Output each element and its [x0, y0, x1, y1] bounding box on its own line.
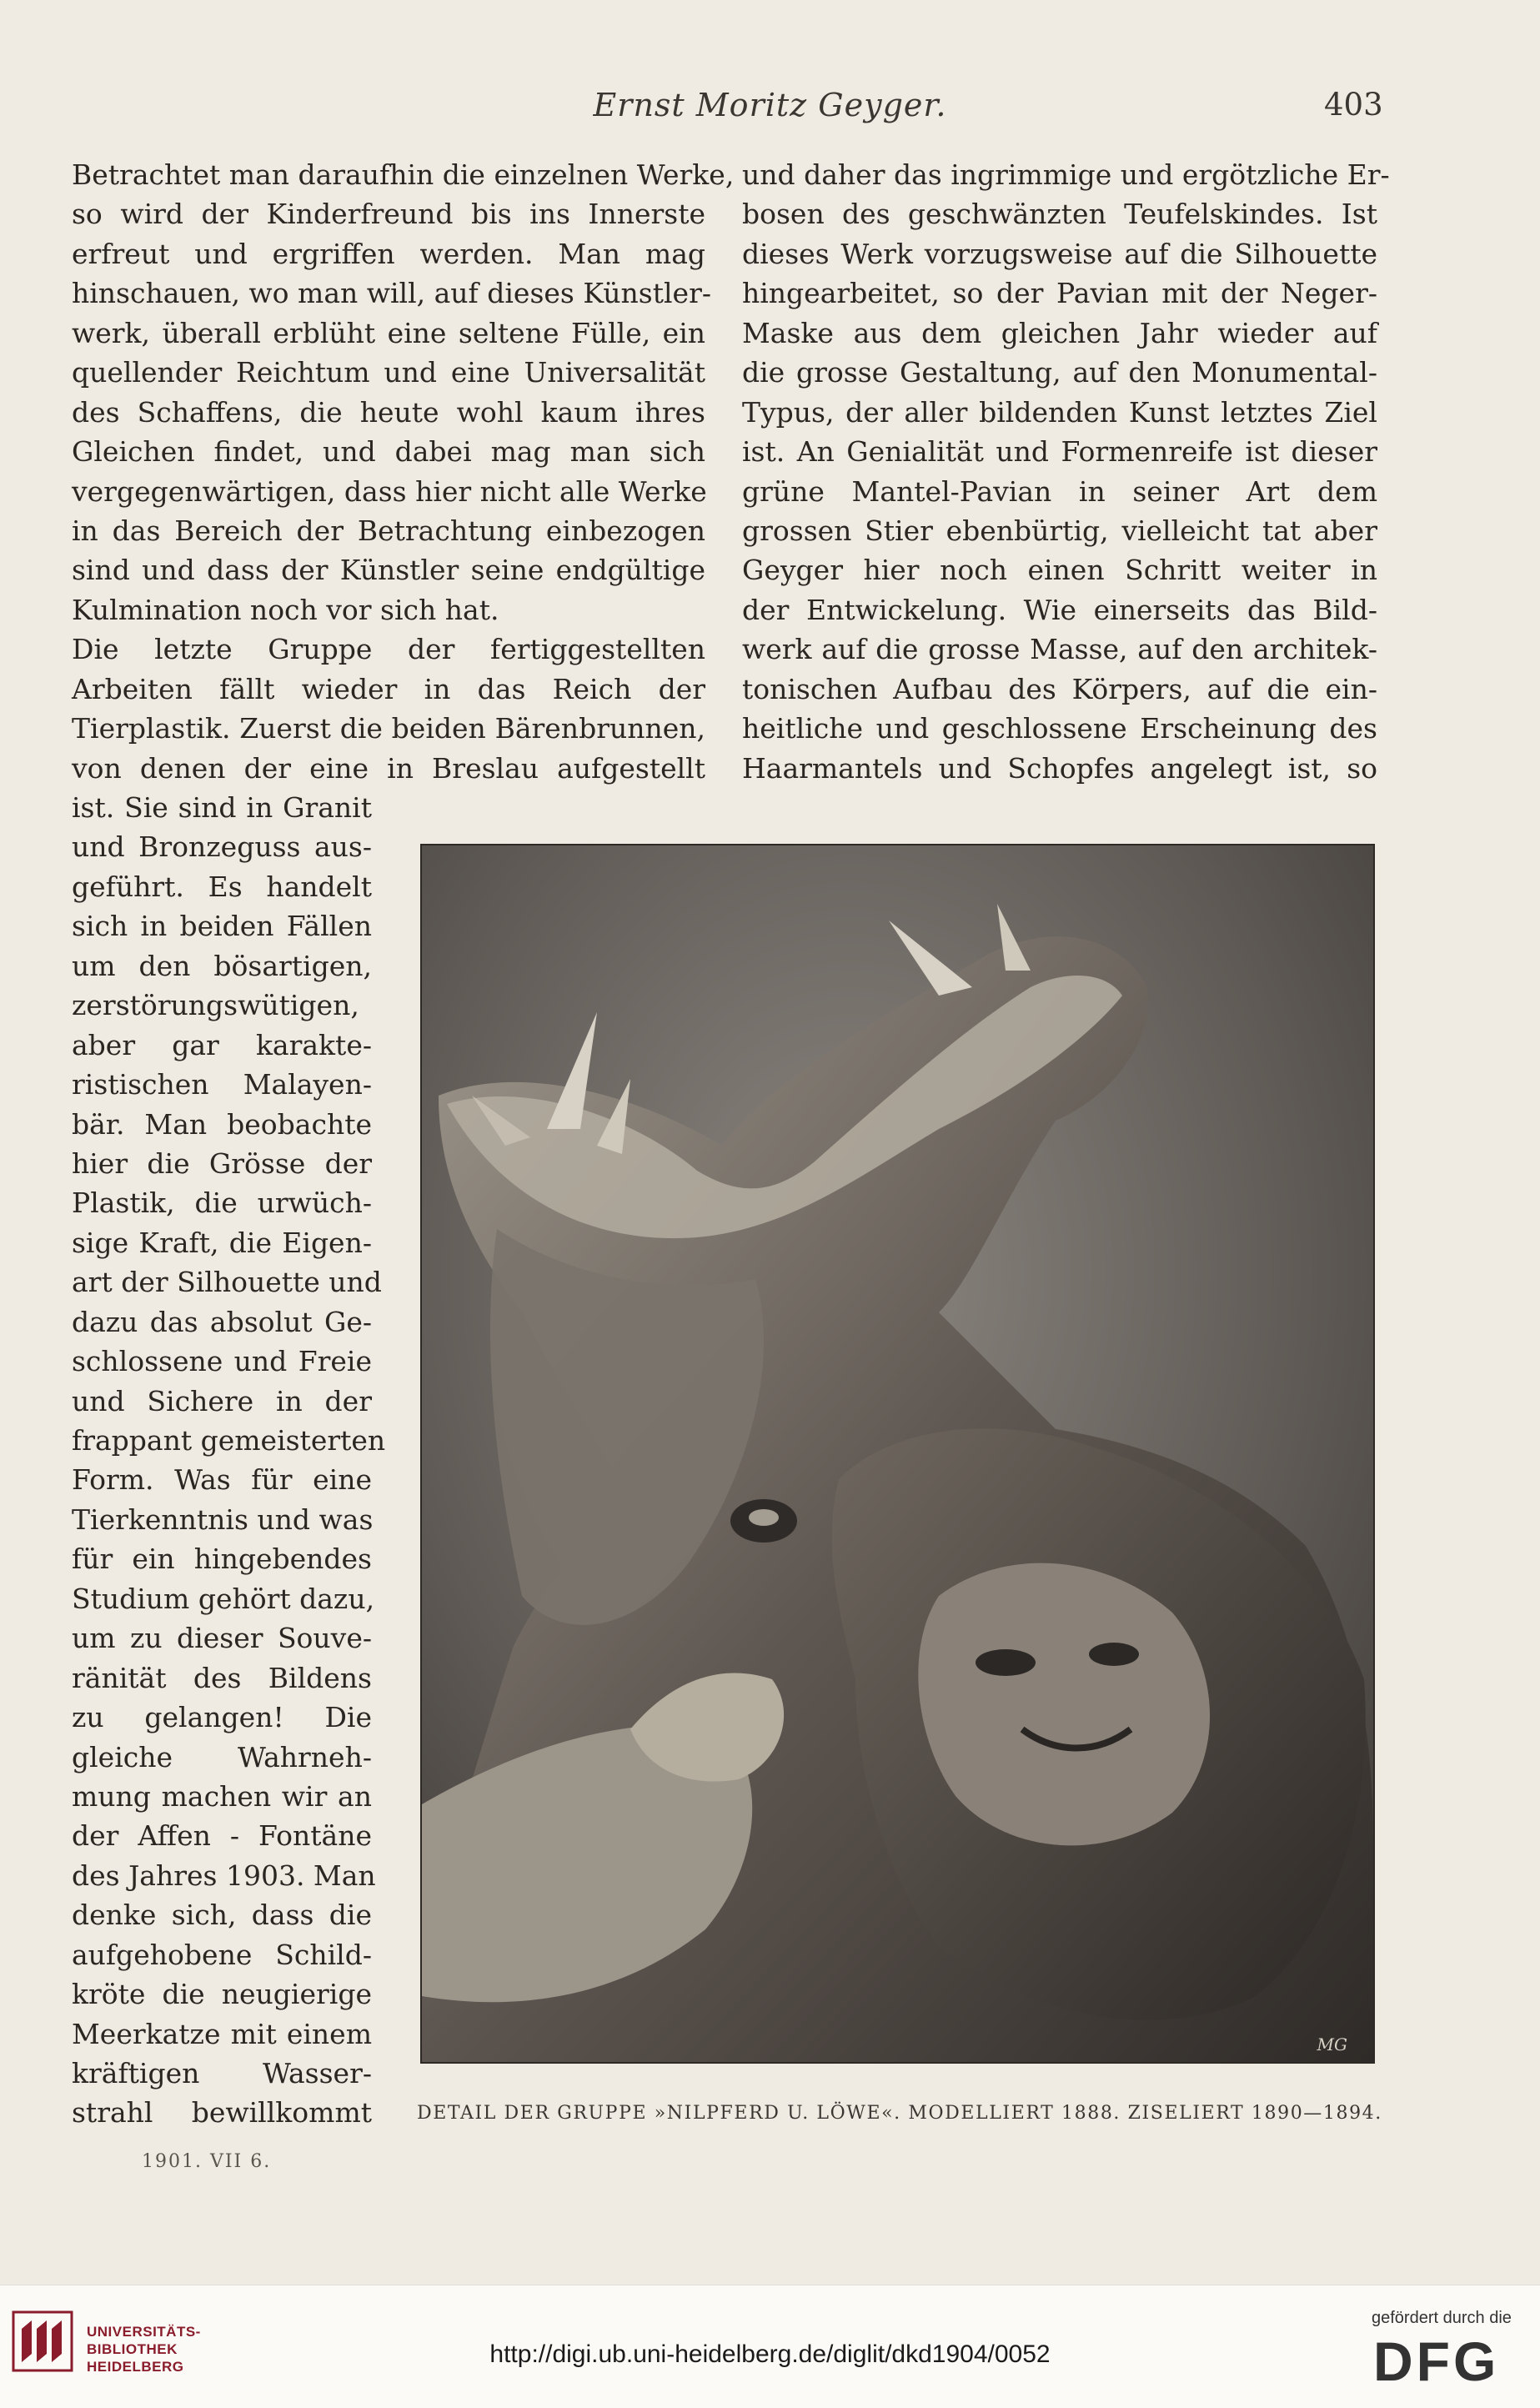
text-line: vergegenwärtigen, dass hier nicht alle Werke	[72, 474, 707, 508]
text-line: erfreut und ergriffen werden. Man mag	[72, 237, 705, 270]
text-line: Form. Was für eine	[72, 1463, 372, 1497]
text-line: strahl bewillkommt	[72, 2096, 372, 2130]
text-line: aber gar karakte-	[72, 1028, 372, 1061]
text-line: und Sichere in der	[72, 1384, 372, 1417]
text-line: zerstörungswütigen,	[72, 989, 359, 1022]
text-line: sige Kraft, die Eigen-	[72, 1226, 372, 1259]
text-line: ränität des Bildens	[72, 1661, 372, 1694]
library-name: UNIVERSITÄTS- BIBLIOTHEK HEIDELBERG	[87, 2324, 201, 2375]
text-line: der Entwickelung. Wie einerseits das Bild-	[742, 593, 1377, 626]
dfg-logo-icon: DFG	[1373, 2330, 1500, 2392]
text-line: Haarmantels und Schopfes angelegt ist, so	[742, 751, 1377, 785]
text-line: Typus, der aller bildenden Kunst letztes Ziel	[742, 395, 1377, 429]
text-line: Betrachtet man daraufhin die einzelnen Werke,	[72, 158, 735, 191]
text-line: Gleichen findet, und dabei mag man sich	[72, 435, 705, 469]
left-column-wrapped-text	[72, 788, 386, 2133]
text-line: Maske aus dem gleichen Jahr wieder auf	[742, 316, 1377, 349]
text-line: Plastik, die urwüch-	[72, 1186, 372, 1220]
text-line: quellender Reichtum und eine Universalität	[72, 356, 705, 389]
text-line: Studium gehört dazu,	[72, 1582, 375, 1615]
text-line: von denen der eine in Breslau aufgestellt	[72, 751, 705, 785]
text-line: tonischen Aufbau des Körpers, auf die ein-	[742, 672, 1377, 705]
left-column-text	[72, 155, 735, 788]
text-line: die grosse Gestaltung, auf den Monumental-	[742, 356, 1377, 389]
text-line: dazu das absolut Ge-	[72, 1305, 372, 1338]
text-line: geführt. Es handelt	[72, 870, 372, 903]
running-header-title: Ernst Moritz Geyger.	[593, 87, 947, 123]
text-line: ristischen Malayen-	[72, 1068, 372, 1101]
text-line: bosen des geschwänzten Teufelskindes. Ist	[742, 198, 1377, 231]
text-line: ist. An Genialität und Formenreife ist dieser	[742, 435, 1377, 469]
text-line: sind und dass der Künstler seine endgültige	[72, 554, 705, 587]
text-line: hingearbeitet, so der Pavian mit der Neger-	[742, 277, 1377, 310]
text-line: werk, überall erblüht eine seltene Fülle, ein	[72, 316, 705, 349]
text-line: schlossene und Freie	[72, 1345, 372, 1378]
text-line: Tierkenntnis und was	[72, 1502, 374, 1536]
text-line: mung machen wir an	[72, 1779, 372, 1813]
text-line: und Bronzeguss aus-	[72, 830, 372, 864]
text-line: hinschauen, wo man will, auf dieses Künstler-	[72, 277, 711, 310]
page-number: 403	[1324, 87, 1383, 123]
digitization-footer	[0, 2285, 1540, 2408]
text-line: Meerkatze mit einem	[72, 2017, 372, 2050]
permalink-url[interactable]: http://digi.ub.uni-heidelberg.de/diglit/dkd1904/0052	[489, 2340, 1051, 2368]
text-line: werk auf die grosse Masse, auf den architek-	[742, 633, 1377, 666]
text-line: dieses Werk vorzugsweise auf die Silhouette	[742, 237, 1377, 270]
figure-caption: DETAIL DER GRUPPE »NILPFERD U. LÖWE«. MODELLIERT 1888. ZISELIERT 1890—1894.	[417, 2103, 1382, 2124]
text-line: kröte die neugierige	[72, 1978, 372, 2011]
sculpture-photograph	[420, 844, 1375, 2064]
text-line: kräftigen Wasser-	[72, 2057, 372, 2089]
text-line: ist. Sie sind in Granit	[72, 791, 372, 824]
printer-signature-mark: 1901. VII 6.	[142, 2151, 272, 2172]
text-line: hier die Grösse der	[72, 1146, 372, 1180]
text-line: grossen Stier ebenbürtig, vielleicht tat aber	[742, 514, 1377, 547]
text-line: und daher das ingrimmige und ergötzliche Er-	[742, 158, 1390, 191]
text-line: so wird der Kinderfreund bis ins Innerste	[72, 198, 705, 231]
text-line: aufgehobene Schild-	[72, 1938, 372, 1971]
text-line: zu gelangen! Die	[72, 1701, 372, 1734]
text-line: Tierplastik. Zuerst die beiden Bärenbrunnen,	[72, 712, 705, 745]
text-line: heitliche und geschlossene Erscheinung des	[742, 712, 1377, 745]
funding-label: gefördert durch die	[1372, 2309, 1512, 2327]
text-line: Geyger hier noch einen Schritt weiter in	[742, 554, 1377, 587]
text-line: sich in beiden Fällen	[72, 910, 372, 943]
text-line: denke sich, dass die	[72, 1899, 372, 1932]
text-line: gleiche Wahrneh-	[72, 1740, 372, 1773]
text-line: frappant gemeisterten	[72, 1424, 386, 1457]
sculpture-illustration	[422, 845, 1373, 2062]
text-line: der Affen - Fontäne	[72, 1819, 372, 1853]
text-line: für ein hingebendes	[72, 1543, 372, 1576]
text-line: grüne Mantel-Pavian in seiner Art dem	[742, 474, 1377, 508]
text-line: art der Silhouette und	[72, 1266, 382, 1299]
text-line: des Jahres 1903. Man	[72, 1859, 376, 1892]
text-line: um zu dieser Souve-	[72, 1622, 372, 1655]
text-line: Kulmination noch vor sich hat.	[72, 593, 499, 626]
text-line: Die letzte Gruppe der fertiggestellten	[72, 633, 705, 666]
text-line: des Schaffens, die heute wohl kaum ihres	[72, 395, 705, 429]
text-line: in das Bereich der Betrachtung einbezogen	[72, 514, 705, 547]
artist-signature: MG	[1317, 2034, 1347, 2054]
text-line: um den bösartigen,	[72, 949, 372, 982]
right-column-text	[742, 155, 1390, 788]
text-line: bär. Man beobachte	[72, 1107, 372, 1141]
text-line: Arbeiten fällt wieder in das Reich der	[72, 672, 705, 705]
